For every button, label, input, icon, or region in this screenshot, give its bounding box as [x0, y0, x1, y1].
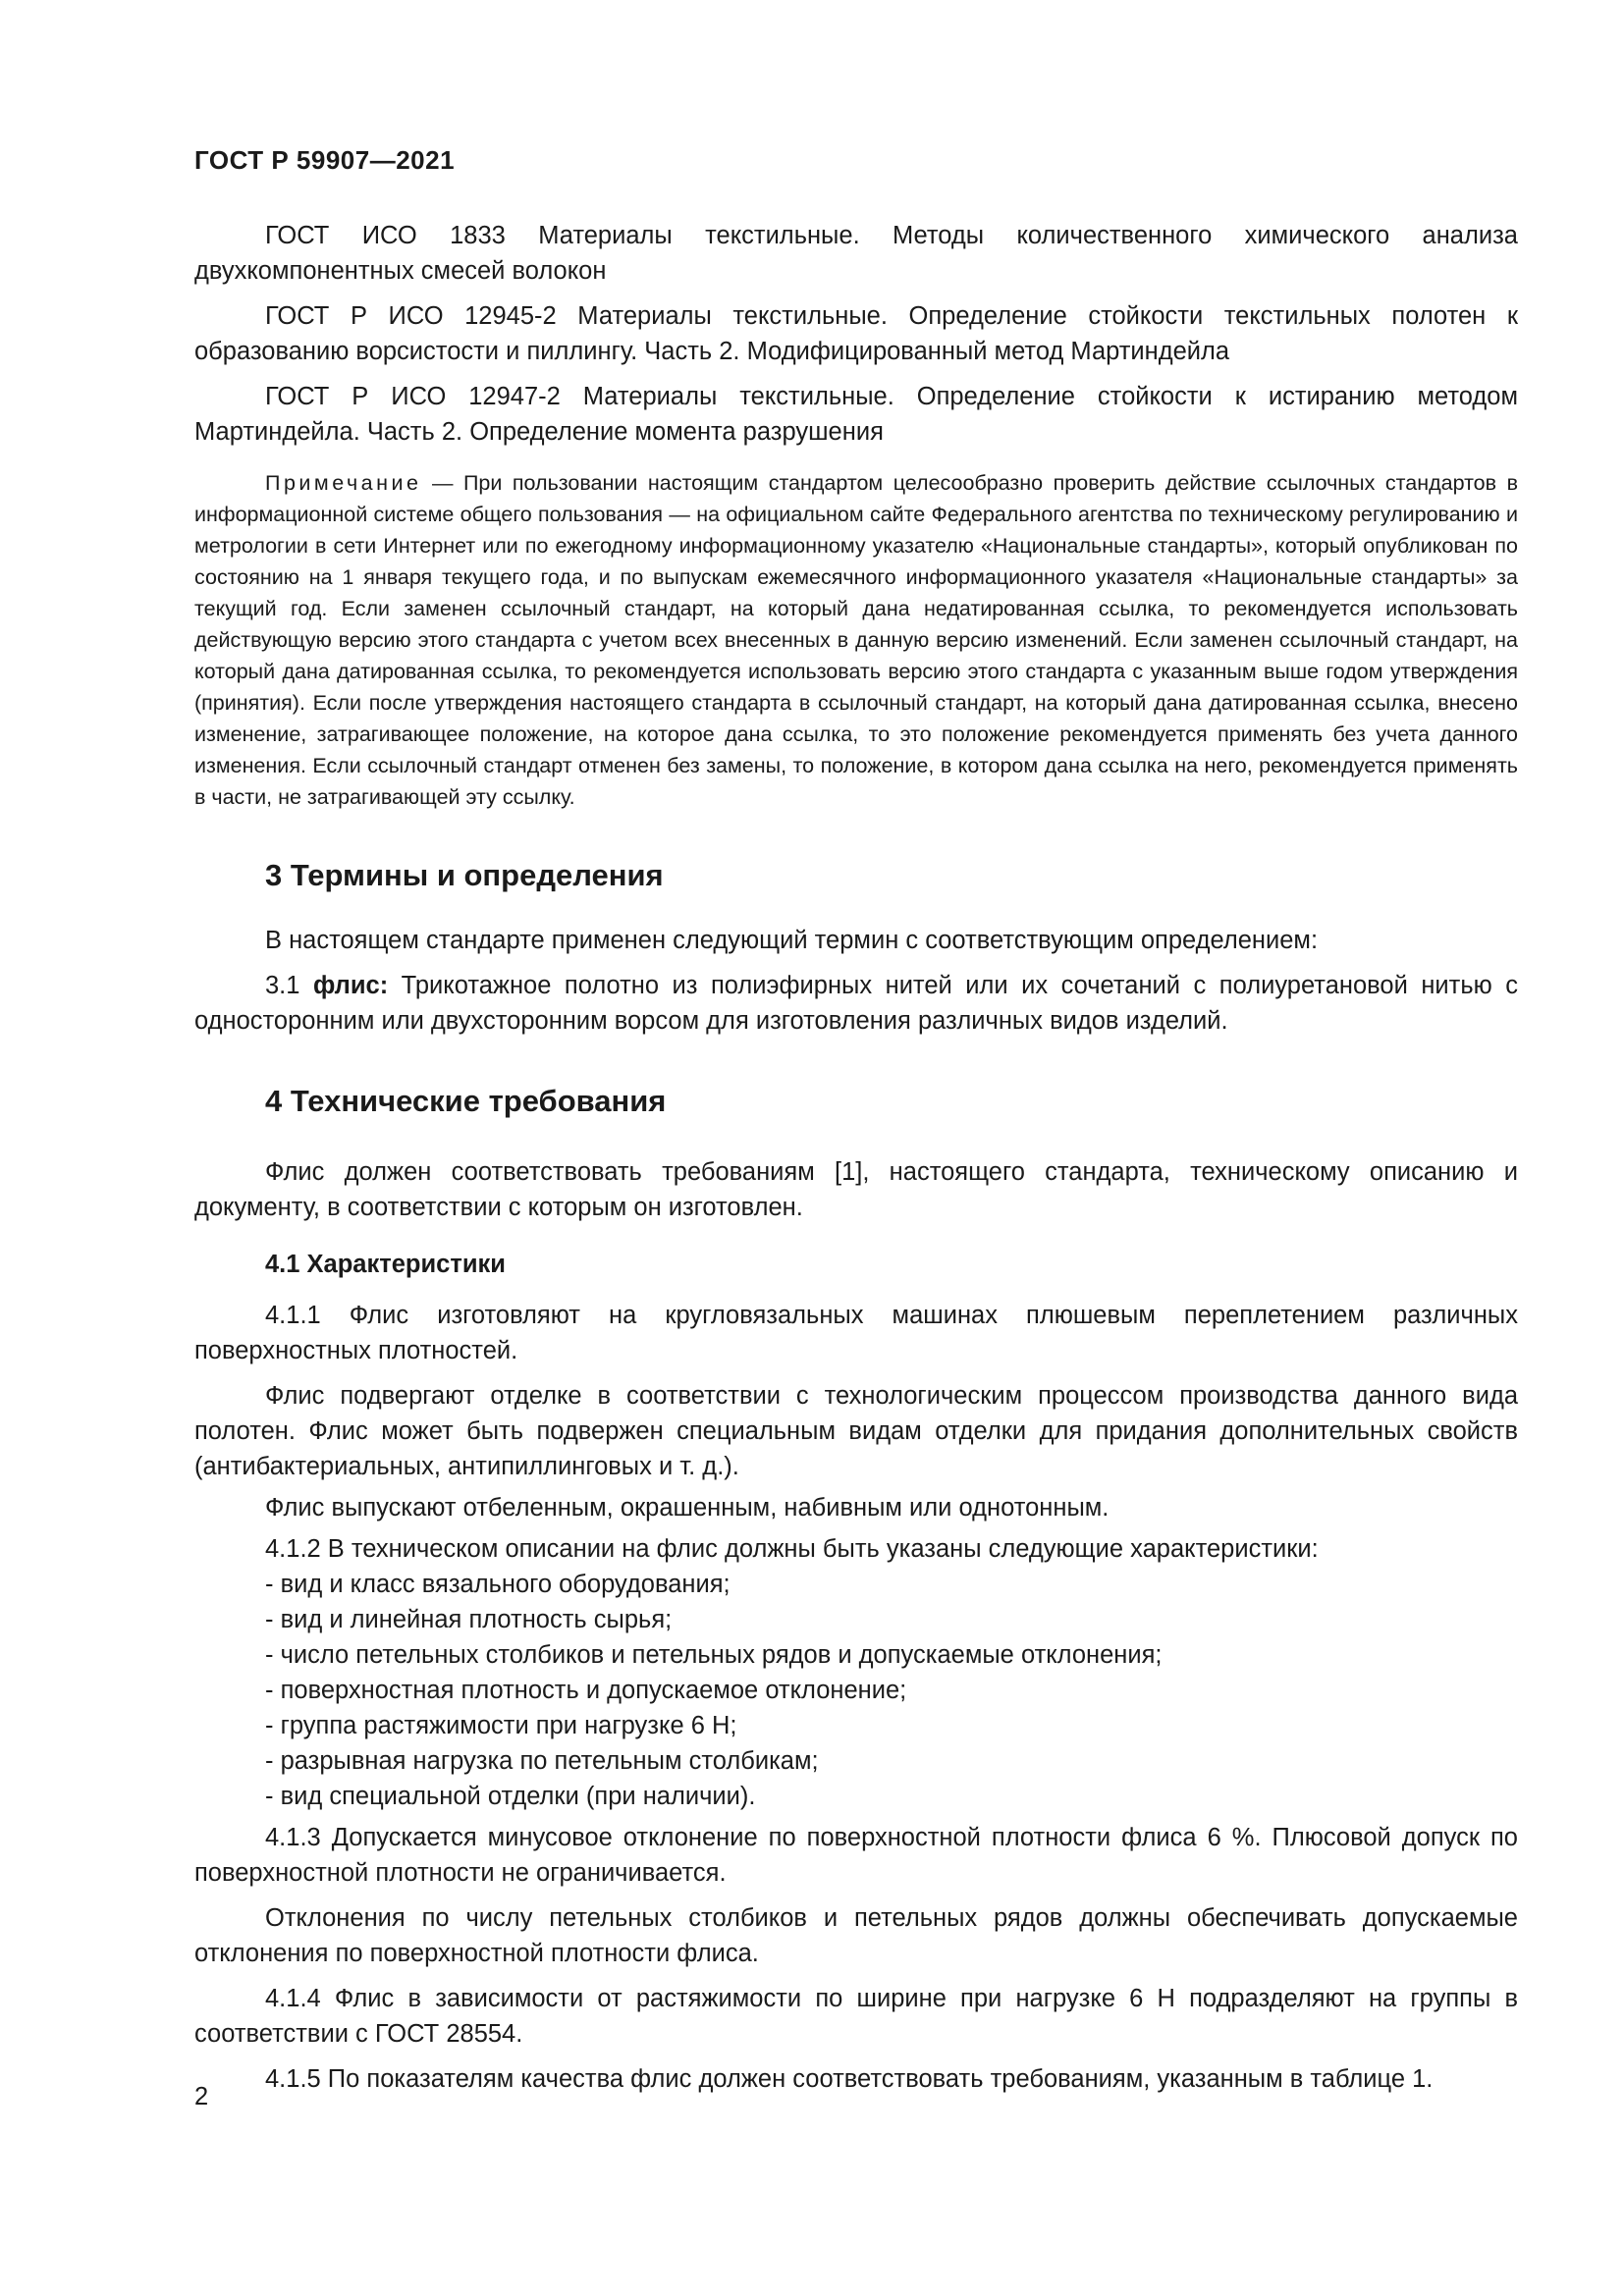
section-4-heading: 4 Технические требования: [265, 1084, 667, 1118]
clause-4-1-2: 4.1.2 В техническом описании на флис должны быть указаны следующие характеристики:: [265, 1535, 1319, 1563]
finish-paragraph: Флис подвергают отделке в соответствии с технологическим процессом производства данного вида полотен. Флис может быть подвержен специальным видам отделки для придания дополнительных свойств (антибактериальных, антипиллинговых и т. д.).: [194, 1382, 1518, 1480]
term-number: 3.1: [265, 972, 313, 999]
page-content: [194, 218, 1518, 2097]
section-3-heading: 3 Термины и определения: [265, 858, 664, 892]
subsection-4-1-heading: 4.1 Характеристики: [265, 1251, 506, 1278]
note-paragraph: [194, 467, 1518, 813]
section-4-intro: Флис должен соответствовать требованиям [1], настоящего стандарта, техническому описанию и документу, в соответствии с которым он изготовлен.: [194, 1158, 1518, 1221]
page-number: 2: [194, 2083, 209, 2110]
clause-4-1-1: 4.1.1 Флис изготовляют на кругловязальных машинах плюшевым переплетением различных поверхностных плотностей.: [194, 1302, 1518, 1364]
list-item: - разрывная нагрузка по петельным столбикам;: [265, 1747, 819, 1775]
list-item: - число петельных столбиков и петельных рядов и допускаемые отклонения;: [265, 1641, 1163, 1669]
document-header: ГОСТ Р 59907—2021: [194, 145, 456, 175]
clause-4-1-3: 4.1.3 Допускается минусовое отклонение по поверхностной плотности флиса 6 %. Плюсовой допуск по поверхностной плотности не ограничивается.: [194, 1824, 1518, 1887]
note-text: — При пользовании настоящим стандартом целесообразно проверить действие ссылочных стандартов в информационной системе общего пользования — на официальном сайте Федерального агентства по техническому регулированию и метрологии в сети Интернет или по ежегодному информационному указателю «Национальные стандарты», который опубликован по состоянию на 1 января текущего года, и по выпускам ежемесячного информационного указателя «Национальные стандарты» за текущий год. Если заменен ссылочный стандарт, на который дана недатированная ссылка, то рекомендуется использовать действующую версию этого стандарта с учетом всех внесенных в данную версию изменений. Если заменен ссылочный стандарт, на который дана датированная ссылка, то рекомендуется использовать версию этого стандарта с указанным выше годом утверждения (принятия). Если после утверждения настоящего стандарта в ссылочный стандарт, на который дана датированная ссылка, внесено изменение, затрагивающее положение, на которое дана ссылка, то это положение рекомендуется применять без учета данного изменения. Если ссылочный стандарт отменен без замены, то положение, в котором дана ссылка на него, рекомендуется применять в части, не затрагивающей эту ссылку.: [194, 471, 1518, 809]
list-item: - вид и класс вязального оборудования;: [265, 1571, 731, 1598]
clause-4-1-5: 4.1.5 По показателям качества флис должен соответствовать требованиям, указанным в таблице 1.: [265, 2065, 1434, 2093]
list-item: - вид специальной отделки (при наличии).: [265, 1783, 756, 1810]
section-3-intro: В настоящем стандарте применен следующий термин с соответствующим определением:: [265, 927, 1319, 954]
term-text: Трикотажное полотно из полиэфирных нитей или их сочетаний с полиуретановой нитью с односторонним или двухсторонним ворсом для изготовления различных видов изделий.: [194, 972, 1518, 1035]
clause-4-1-4: 4.1.4 Флис в зависимости от растяжимости по ширине при нагрузке 6 Н подразделяют на группы в соответствии с ГОСТ 28554.: [194, 1985, 1518, 2048]
note-label: Примечание: [265, 471, 422, 495]
term-name: флис:: [312, 972, 389, 999]
term-definition: [194, 968, 1518, 1039]
release-paragraph: Флис выпускают отбеленным, окрашенным, набивным или однотонным.: [265, 1494, 1110, 1522]
list-item: - группа растяжимости при нагрузке 6 Н;: [265, 1712, 737, 1739]
reference-item: ГОСТ Р ИСО 12947-2 Материалы текстильные. Определение стойкости к истиранию методом Мартиндейла. Часть 2. Определение момента разрушения: [194, 383, 1518, 446]
reference-item: ГОСТ Р ИСО 12945-2 Материалы текстильные. Определение стойкости текстильных полотен к образованию ворсистости и пиллингу. Часть 2. Модифицированный метод Мартиндейла: [194, 302, 1518, 365]
deviation-paragraph: Отклонения по числу петельных столбиков и петельных рядов должны обеспечивать допускаемые отклонения по поверхностной плотности флиса.: [194, 1904, 1518, 1967]
list-item: - вид и линейная плотность сырья;: [265, 1606, 673, 1633]
list-item: - поверхностная плотность и допускаемое отклонение;: [265, 1677, 907, 1704]
reference-item: ГОСТ ИСО 1833 Материалы текстильные. Методы количественного химического анализа двухкомпонентных смесей волокон: [194, 222, 1518, 285]
